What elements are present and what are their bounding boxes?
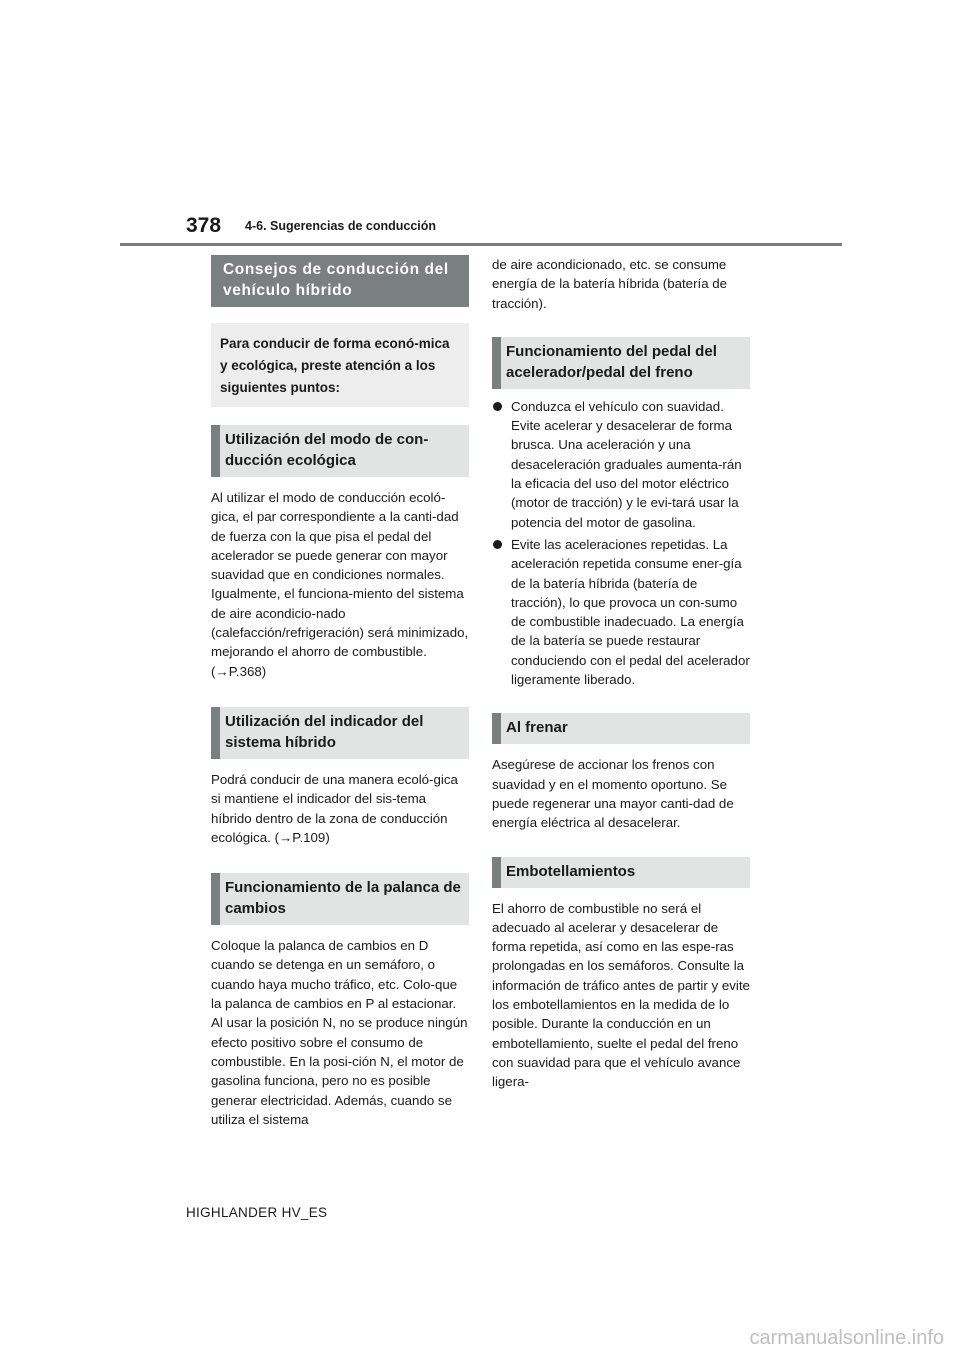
- text-eco-mode: Al utilizar el modo de conducción ecoló-gica, el par correspondiente a la canti-dad de fuerza con la que pisa el pedal del acelerador se puede generar con mayor suavidad que en condiciones normales. Igualmente, el funciona-miento del sistema de aire acondicio-nado (calefacción/refrigeración) será minimizado, mejorando el ahorro de combustible. (→P.368): [211, 490, 469, 679]
- bullet-text: Conduzca el vehículo con suavidad. Evite acelerar y desacelerar de forma brusca. Una aceleración y una desaceleración graduales aumenta-rán la eficacia del uso del motor eléctrico (motor de tracción) y le evi-tará usar la potencia del motor de gasolina.: [511, 398, 742, 530]
- left-column: [211, 255, 469, 1129]
- heading-eco-mode: Utilización del modo de con-ducción ecológica: [211, 425, 469, 477]
- bullet-text: Evite las aceleraciones repetidas. La aceleración repetida consume ener-gía de la batería híbrida (batería de tracción), lo que provoca un con-sumo de combustible inadecuado. La energía de la batería se puede restaurar conduciendo con el pedal del acelerador ligeramente liberado.: [511, 536, 750, 688]
- footer-model: HIGHLANDER HV_ES: [186, 1205, 328, 1220]
- section-title: 4-6. Sugerencias de conducción: [245, 219, 437, 233]
- heading-shift-lever: Funcionamiento de la palanca de cambios: [211, 873, 469, 925]
- intro-box: Para conducir de forma econó-mica y ecológica, preste atención a los siguientes puntos:: [211, 323, 469, 407]
- heading-pedals: Funcionamiento del pedal del acelerador/pedal del freno: [492, 337, 750, 389]
- list-item: [492, 535, 750, 689]
- pedal-bullet-list: [492, 397, 750, 689]
- header-rule: [120, 243, 842, 246]
- chapter-banner: Consejos de conducción del vehículo híbrido: [211, 255, 469, 307]
- bullet-dot-icon: [493, 402, 502, 411]
- text-continuation: de aire acondicionado, etc. se consume energía de la batería híbrida (batería de tracción).: [492, 257, 728, 311]
- list-item: [492, 397, 750, 532]
- text-traffic-jams: El ahorro de combustible no será el adecuado al acelerar y desacelerar de forma repetida, así como en las espe-ras prolongadas en los semáforos. Consulte la información de tráfico antes de partir y evite los embotellamientos en la medida de lo posible. Durante la conducción en un embotellamiento, suelte el pedal del freno con suavidad para que el vehículo avance ligera-: [492, 900, 750, 1090]
- heading-hybrid-indicator: Utilización del indicador del sistema híbrido: [211, 707, 469, 759]
- watermark: carmanualsonline.info: [749, 1327, 944, 1349]
- heading-braking: Al frenar: [492, 713, 750, 744]
- heading-traffic-jams: Embotellamientos: [492, 857, 750, 888]
- right-column: [492, 255, 750, 1092]
- text-hybrid-indicator: Podrá conducir de una manera ecoló-gica si mantiene el indicador del sis-tema híbrido dentro de la zona de conducción ecológica. (→P.109): [211, 771, 458, 845]
- text-shift-lever: Coloque la palanca de cambios en D cuando se detenga en un semáforo, o cuando haya mucho tráfico, etc. Colo-que la palanca de cambios en P al estacionar. Al usar la posición N, no se produce ningún efecto positivo sobre el consumo de combustible. En la posi-ción N, el motor de gasolina funciona, pero no es posible generar electricidad. Además, cuando se utiliza el sistema: [211, 938, 468, 1127]
- bullet-dot-icon: [493, 540, 502, 549]
- page-number: 378: [186, 214, 222, 237]
- text-braking: Asegúrese de accionar los frenos con suavidad y en el momento oportuno. Se puede regenerar una mayor canti-dad de energía eléctrica al desacelerar.: [492, 757, 734, 831]
